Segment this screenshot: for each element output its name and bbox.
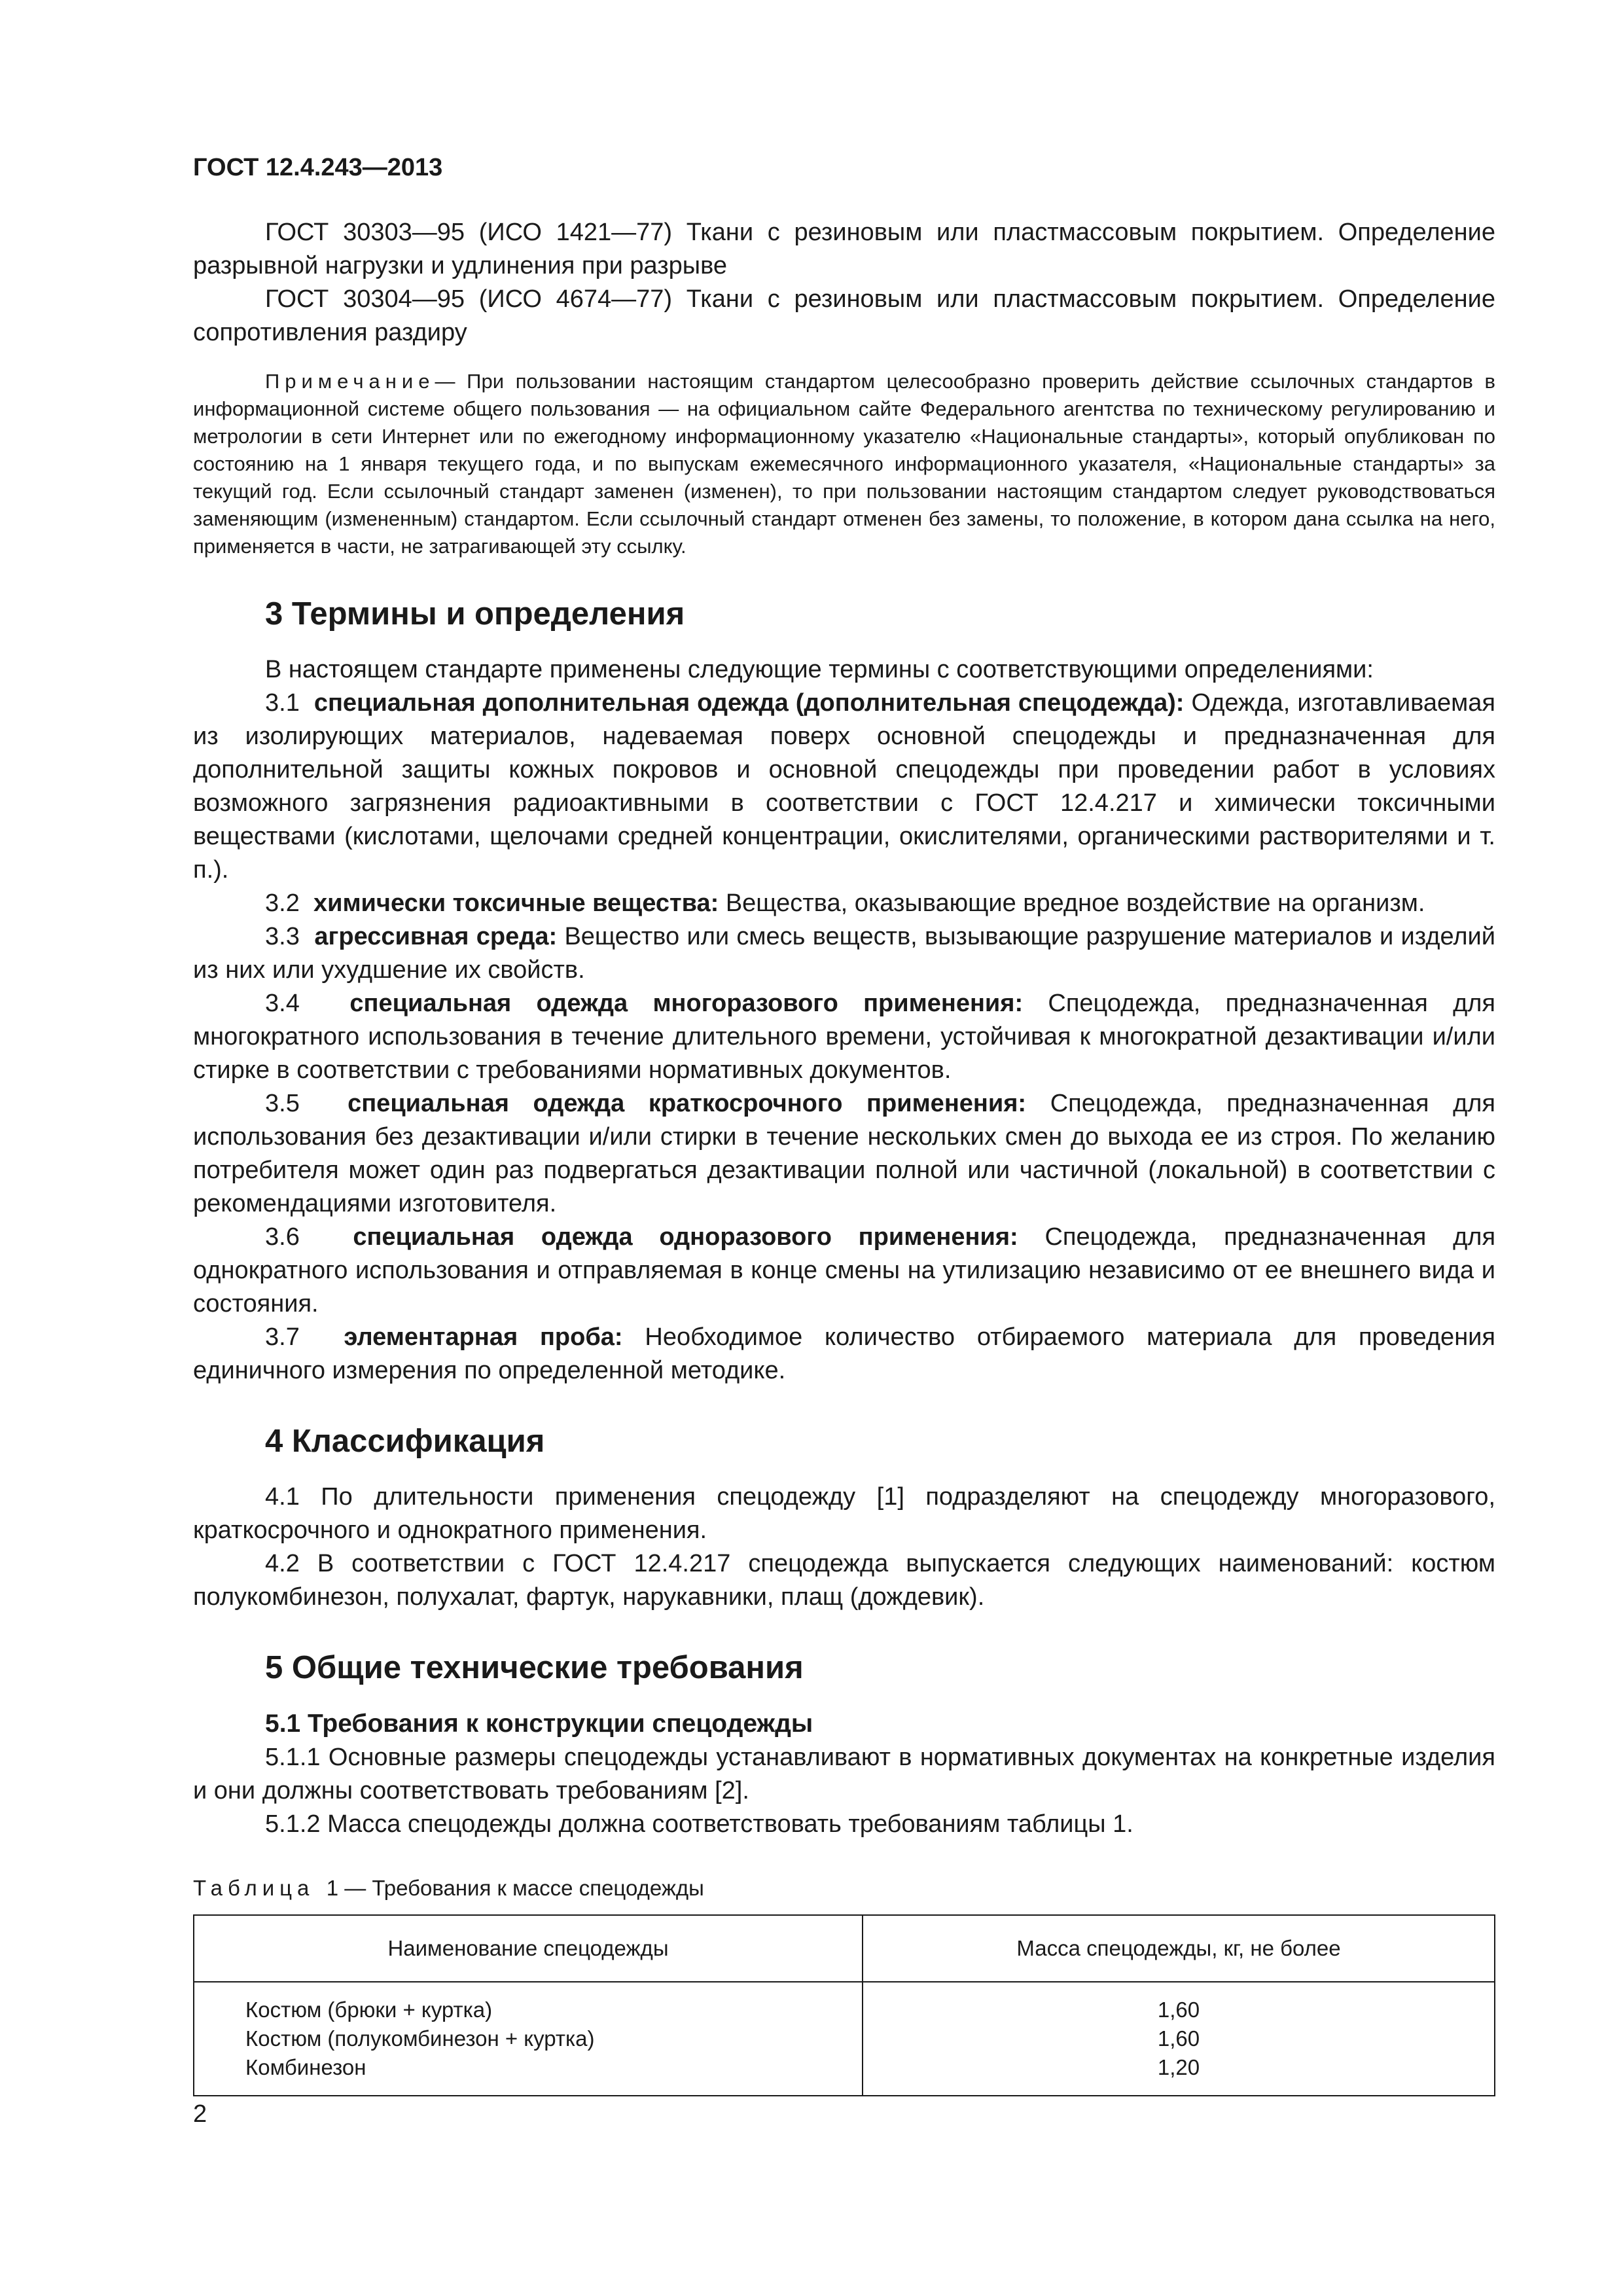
table-caption-label: Таблица bbox=[193, 1876, 315, 1900]
garment-name: Костюм (полукомбинезон + куртка) bbox=[245, 2026, 595, 2051]
garment-mass: 1,20 bbox=[1157, 2055, 1200, 2079]
term-number: 3.7 bbox=[265, 1323, 300, 1351]
subsection-5-1-title: 5.1 Требования к конструкции спецодежды bbox=[265, 1710, 813, 1738]
term-definition bbox=[193, 687, 1495, 887]
term-text: Спецодежда, предназначенная для многократного использования в течение длительного времени, устойчивая к многократной дезактивации и/или стирке в соответствии с требованиями нормативных документов. bbox=[193, 990, 1495, 1084]
term-name: специальная дополнительная одежда (дополнительная спецодежда): bbox=[313, 689, 1185, 717]
term-text: Одежда, изготавливаемая из изолирующих материалов, надеваемая поверх основной спецодежды и предназначенная для дополнительной защиты кожных покровов и основной спецодежды при проведении работ в условиях возможного загрязнения радиоактивными в соответствии с ГОСТ 12.4.217 и химически токсичными веществами (кислотами, щелочами средней концентрации, окислителями, органическими растворителями и т. п.). bbox=[193, 689, 1496, 884]
section-4-paragraph: 4.1 По длительности применения спецодежду [1] подразделяют на спецодежду многоразового, краткосрочного и однократного применения. bbox=[193, 1483, 1495, 1544]
term-text: Вещество или смесь веществ, вызывающие разрушение материалов и изделий из них или ухудшение их свойств. bbox=[193, 923, 1496, 984]
term-number: 3.3 bbox=[265, 923, 300, 950]
table-row bbox=[194, 1982, 1495, 2096]
garment-mass: 1,60 bbox=[1157, 2026, 1200, 2051]
note-paragraph bbox=[193, 368, 1495, 560]
reference-item: ГОСТ 30304—95 (ИСО 4674—77) Ткани с резиновым или пластмассовым покрытием. Определение сопротивления раздиру bbox=[193, 285, 1495, 346]
term-definition bbox=[193, 920, 1495, 987]
garment-mass: 1,60 bbox=[1157, 1998, 1200, 2022]
term-definition bbox=[193, 887, 1495, 920]
term-text: Необходимое количество отбираемого материала для проведения единичного измерения по определенной методике. bbox=[193, 1323, 1495, 1384]
term-number: 3.5 bbox=[265, 1090, 300, 1117]
table-header-row bbox=[194, 1915, 1495, 1982]
page-content bbox=[193, 151, 1495, 2096]
term-number: 3.4 bbox=[265, 990, 300, 1017]
note-label: Примечание bbox=[265, 370, 435, 393]
term-text: Спецодежда, предназначенная для однократного использования и отправляемая в конце смены на утилизацию независимо от ее внешнего вида и состояния. bbox=[193, 1223, 1496, 1318]
table-caption bbox=[193, 1874, 1495, 1903]
section-5-title: 5 Общие технические требования bbox=[265, 1650, 804, 1685]
term-definition bbox=[193, 1087, 1495, 1221]
term-text: Спецодежда, предназначенная для использования без дезактивации и/или стирки в течение нескольких смен до выхода ее из строя. По желанию потребителя может один раз подвергаться дезактивации полной или частичной (локальной) в соответствии с рекомендациями изготовителя. bbox=[193, 1090, 1496, 1217]
term-text: Вещества, оказывающие вредное воздействие на организм. bbox=[725, 889, 1425, 917]
section-4-title: 4 Классификация bbox=[265, 1424, 545, 1459]
term-definition bbox=[193, 1321, 1495, 1388]
term-number: 3.1 bbox=[265, 689, 300, 717]
table-header-mass: Масса спецодежды, кг, не более bbox=[863, 1915, 1495, 1982]
term-name: специальная одежда многоразового применения: bbox=[349, 990, 1024, 1017]
garment-name: Комбинезон bbox=[245, 2055, 366, 2079]
term-definition bbox=[193, 1221, 1495, 1321]
table-header-name: Наименование спецодежды bbox=[194, 1915, 863, 1982]
term-name: специальная одежда краткосрочного применения: bbox=[348, 1090, 1027, 1117]
term-number: 3.2 bbox=[265, 889, 300, 917]
reference-item: ГОСТ 30303—95 (ИСО 1421—77) Ткани с резиновым или пластмассовым покрытием. Определение разрывной нагрузки и удлинения при разрыве bbox=[193, 219, 1495, 279]
section-5-paragraph: 5.1.1 Основные размеры спецодежды устанавливают в нормативных документах на конкретные изделия и они должны соответствовать требованиям [2]. bbox=[193, 1744, 1495, 1804]
section-3-title: 3 Термины и определения bbox=[265, 596, 685, 632]
term-name: специальная одежда одноразового применения: bbox=[353, 1223, 1018, 1251]
document-code: ГОСТ 12.4.243—2013 bbox=[193, 154, 443, 181]
garment-masses-cell bbox=[863, 1982, 1495, 2096]
section-3-intro: В настоящем стандарте применены следующие термины с соответствующими определениями: bbox=[265, 656, 1374, 683]
term-definition bbox=[193, 987, 1495, 1087]
section-5-paragraph: 5.1.2 Масса спецодежды должна соответствовать требованиям таблицы 1. bbox=[265, 1810, 1133, 1838]
term-name: химически токсичные вещества: bbox=[313, 889, 719, 917]
garment-names-cell bbox=[194, 1982, 863, 2096]
section-4-paragraph: 4.2 В соответствии с ГОСТ 12.4.217 спецодежда выпускается следующих наименований: костюм полукомбинезон, полухалат, фартук, нарукавники, плащ (дождевик). bbox=[193, 1550, 1495, 1611]
table-caption-text: 1 — Требования к массе спецодежды bbox=[326, 1876, 704, 1900]
note-text: — При пользовании настоящим стандартом целесообразно проверить действие ссылочных стандартов в информационной системе общего пользования — на официальном сайте Федерального агентства по техническому регулированию и метрологии в сети Интернет или по ежегодному информационному указателю «Национальные стандарты», который опубликован по состоянию на 1 января текущего года, и по выпускам ежемесячного информационного указателя, «Национальные стандарты» за текущий год. Если ссылочный стандарт заменен (изменен), то при пользовании настоящим стандартом следует руководствоваться заменяющим (измененным) стандартом. Если ссылочный стандарт отменен без замены, то положение, в котором дана ссылка на него, применяется в части, не затрагивающей эту ссылку. bbox=[193, 370, 1495, 558]
garment-name: Костюм (брюки + куртка) bbox=[245, 1998, 493, 2022]
mass-requirements-table bbox=[193, 1914, 1495, 2096]
page-number: 2 bbox=[193, 2100, 207, 2128]
term-name: агрессивная среда: bbox=[314, 923, 558, 950]
term-number: 3.6 bbox=[265, 1223, 300, 1251]
term-name: элементарная проба: bbox=[344, 1323, 623, 1351]
